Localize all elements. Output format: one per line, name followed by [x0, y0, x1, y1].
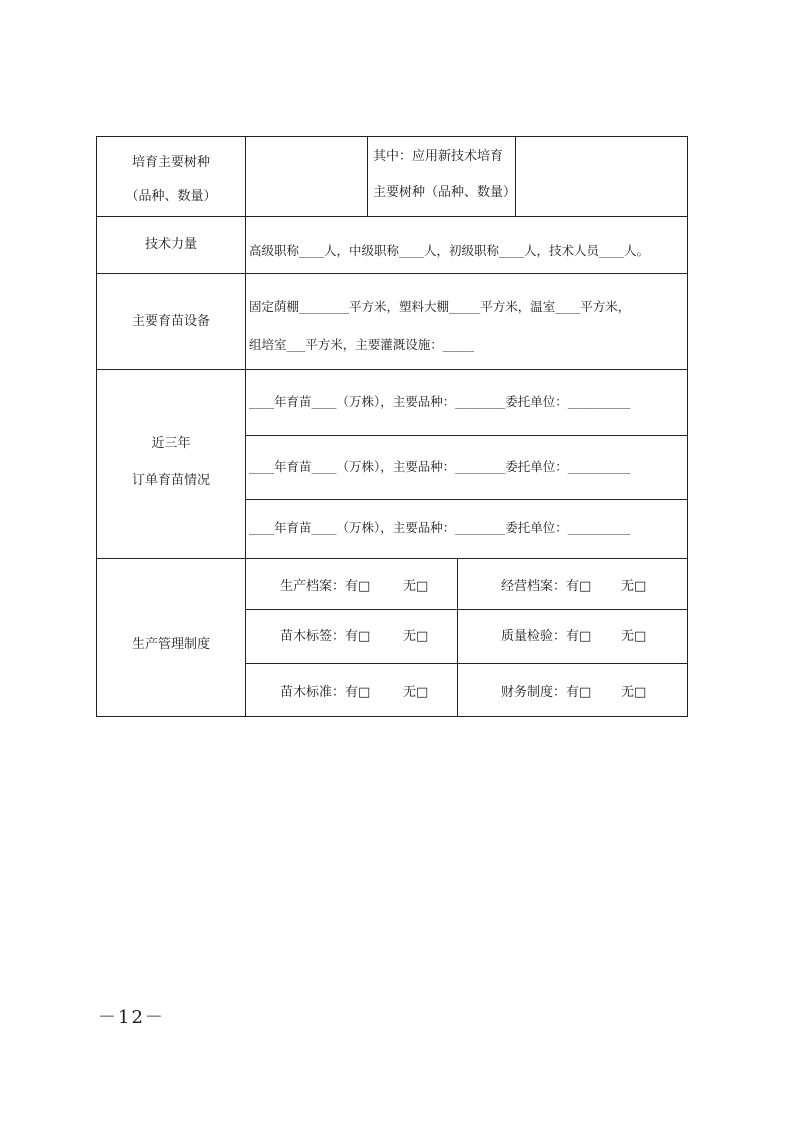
- equipment-line-1: 固定荫棚________平方米，塑料大棚_____平方米，温室____平方米，: [249, 299, 631, 314]
- management-subrow-divider: [245, 609, 687, 610]
- mgmt-item: 生产档案：有□: [280, 579, 371, 594]
- mgmt-no: 无□: [621, 579, 647, 594]
- page-number: －12－: [98, 1007, 165, 1028]
- mgmt-item: 苗木标准：有□: [280, 685, 371, 700]
- nursery-info-table: [96, 136, 688, 717]
- row-divider: [97, 216, 687, 217]
- management-subrow-divider: [245, 663, 687, 664]
- row-divider: [97, 369, 687, 370]
- species-label-sub: （品种、数量）: [125, 189, 217, 204]
- orders-label: 近三年: [151, 436, 191, 451]
- species-label: 培育主要树种: [131, 155, 210, 170]
- equipment-line-2: 组培室___平方米，主要灌溉设施：_____: [249, 337, 475, 352]
- mgmt-item: 经营档案：有□: [501, 579, 592, 594]
- mgmt-no: 无□: [403, 579, 429, 594]
- species-divider: [515, 137, 516, 216]
- mgmt-no: 无□: [403, 685, 429, 700]
- mgmt-no: 无□: [621, 629, 647, 644]
- orders-label-sub: 订单育苗情况: [131, 473, 210, 488]
- row-divider: [97, 273, 687, 274]
- mgmt-item: 财务制度：有□: [501, 685, 592, 700]
- order-line: ____年育苗____（万株），主要品种：________委托单位：__________: [249, 459, 631, 474]
- order-subrow-divider: [245, 499, 687, 500]
- mgmt-item: 苗木标签：有□: [280, 629, 371, 644]
- new-tech-label: 其中：应用新技术培育: [373, 149, 504, 164]
- order-subrow-divider: [245, 435, 687, 436]
- label-column-divider: [245, 137, 246, 717]
- equipment-label: 主要育苗设备: [131, 314, 210, 329]
- tech-content: 高级职称____人，中级职称____人，初级职称____人，技术人员____人。: [249, 243, 650, 258]
- order-line: ____年育苗____（万株），主要品种：________委托单位：__________: [249, 520, 631, 535]
- mgmt-item: 质量检验：有□: [501, 629, 592, 644]
- mgmt-no: 无□: [403, 629, 429, 644]
- row-divider: [97, 558, 687, 559]
- mgmt-no: 无□: [621, 685, 647, 700]
- order-line: ____年育苗____（万株），主要品种：________委托单位：__________: [249, 394, 631, 409]
- management-divider: [457, 558, 458, 717]
- tech-label: 技术力量: [144, 237, 197, 252]
- species-divider: [367, 137, 368, 216]
- management-label: 生产管理制度: [131, 637, 210, 652]
- new-tech-label-sub: 主要树种（品种、数量）: [373, 185, 517, 200]
